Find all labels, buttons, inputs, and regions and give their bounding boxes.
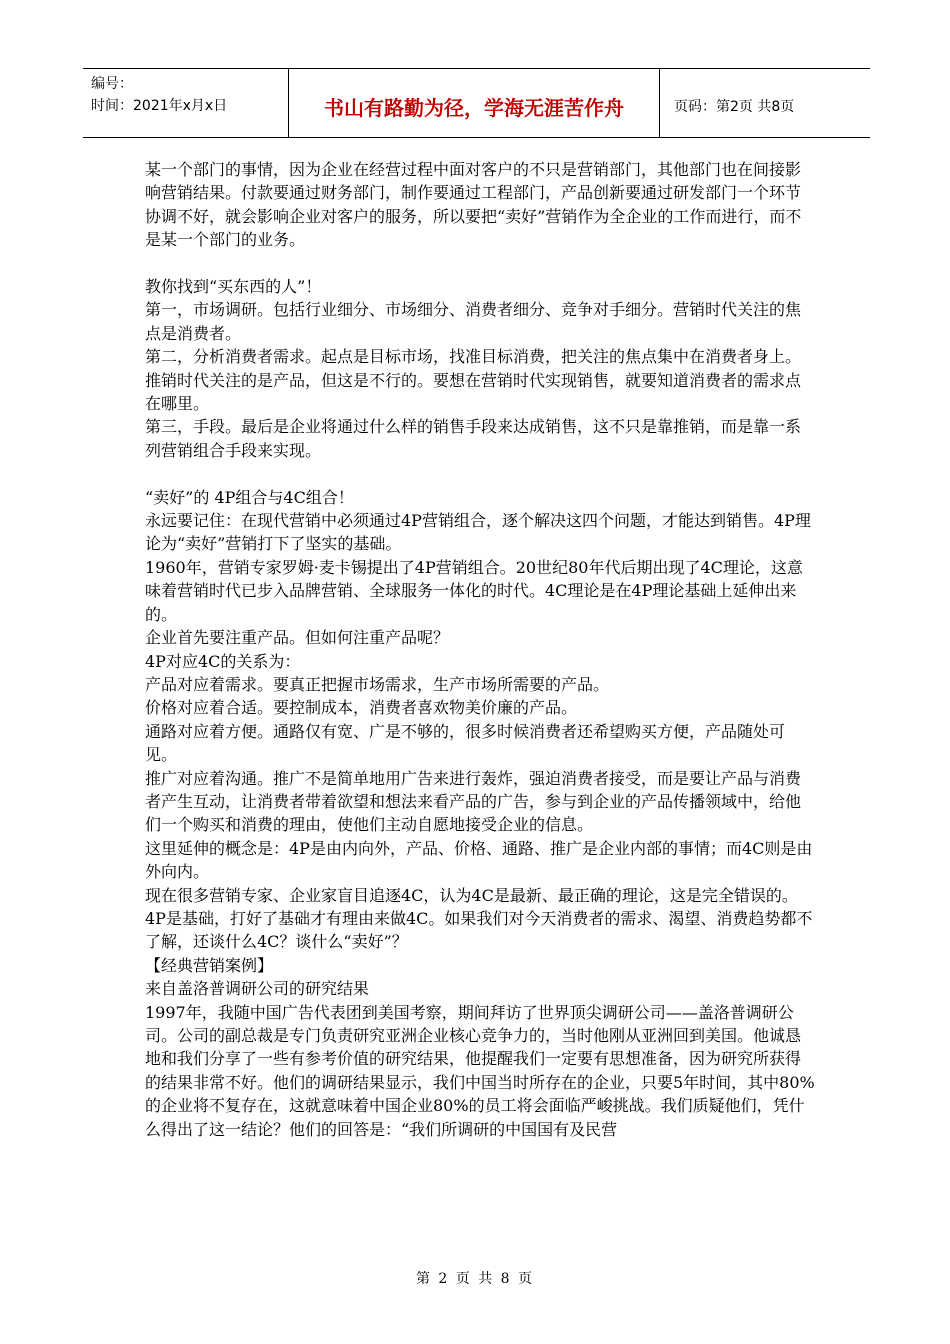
- paragraph: “卖好”的 4P组合与4C组合！: [145, 487, 354, 507]
- date-label: 时间：2021年x月x日: [91, 98, 228, 114]
- paragraph: 产品对应着需求。要真正把握市场需求，生产市场所需要的产品。: [145, 674, 610, 694]
- motto-text: 书山有路勤为径，学海无涯苦作舟: [324, 95, 624, 120]
- page-label: 页码：第2页 共8页: [674, 99, 795, 115]
- paragraph: 【经典营销案例】: [145, 955, 274, 975]
- paragraph: 某一个部门的事情，因为企业在经营过程中面对客户的不只是营销部门，其他部门也在间接影响营销结果。付款要通过财务部门，制作要通过工程部门，产品创新要通过研发部门一个环节协调不好，就会影响企业对客户的服务，所以要把“卖好”营销作为全企业的工作而进行，而不是某一个部门的业务。: [145, 160, 802, 250]
- paragraph: 价格对应着合适。要控制成本，消费者喜欢物美价廉的产品。: [145, 698, 578, 718]
- paragraph: 企业首先要注重产品。但如何注重产品呢？: [145, 628, 450, 648]
- paragraph: 永远要记住：在现代营销中必须通过4P营销组合，逐个解决这四个问题，才能达到销售。4P理论为“卖好”营销打下了坚实的基础。: [145, 511, 811, 554]
- paragraph-gap: [145, 462, 815, 485]
- header-page: [660, 69, 870, 137]
- header-info: [83, 69, 289, 137]
- header-motto: [289, 69, 660, 137]
- paragraph: 4P对应4C的关系为：: [145, 651, 301, 671]
- paragraph: 1997年，我随中国广告代表团到美国考察，期间拜访了世界顶尖调研公司——盖洛普调研公司。公司的副总裁是专门负责研究亚洲企业核心竞争力的，当时他刚从亚洲回到美国。他诚恳地和我们分享了一些有参考价值的研究结果，他提醒我们一定要有思想准备，因为研究所获得的结果非常不好。他们的调研结果显示，我们中国当时所存在的企业，只要5年时间，其中80%的企业将不复存在，这就意味着中国企业80%的员工将会面临严峻挑战。我们质疑他们，凭什么得出了这一结论？他们的回答是：“我们所调研的中国国有及民营: [145, 1002, 815, 1139]
- paragraph: 4P是基础，打好了基础才有理由来做4C。如果我们对今天消费者的需求、渴望、消费趋势都不了解，还谈什么4C？谈什么“卖好”？: [145, 908, 813, 952]
- serial-label: 编号：: [91, 76, 133, 92]
- paragraph-gap: [145, 252, 815, 275]
- paragraph: 通路对应着方便。通路仅有宽、广是不够的，很多时候消费者还希望购买方便，产品随处可见。: [145, 721, 786, 765]
- paragraph: 现在很多营销专家、企业家盲目追逐4C，认为4C是最新、最正确的理论，这是完全错误的。: [145, 885, 798, 905]
- paragraph: 推广对应着沟通。推广不是简单地用广告来进行轰炸，强迫消费者接受，而是要让产品与消费者产生互动，让消费者带着欲望和想法来看产品的广告，参与到企业的产品传播领域中，给他们一个购买和消费的理由，使他们主动自愿地接受企业的信息。: [145, 768, 802, 835]
- paragraph: 来自盖洛普调研公司的研究结果: [145, 979, 370, 999]
- paragraph: 教你找到“买东西的人”！: [145, 277, 322, 297]
- paragraph: 这里延伸的概念是：4P是由内向外，产品、价格、通路、推广是企业内部的事情；而4C则是由外向内。: [145, 838, 813, 882]
- paragraph: 第一，市场调研。包括行业细分、市场细分、消费者细分、竞争对手细分。营销时代关注的焦点是消费者。: [145, 300, 802, 343]
- page-header: [83, 68, 870, 138]
- paragraph: 第二，分析消费者需求。起点是目标市场，找准目标消费，把关注的焦点集中在消费者身上。推销时代关注的是产品，但这是不行的。要想在营销时代实现销售，就要知道消费者的需求点在哪里。: [145, 347, 802, 414]
- paragraph: 1960年，营销专家罗姆·麦卡锡提出了4P营销组合。20世纪80年代后期出现了4C理论，这意味着营销时代已步入品牌营销、全球服务一体化的时代。4C理论是在4P理论基础上延伸出来的。: [145, 557, 803, 624]
- paragraph: 第三，手段。最后是企业将通过什么样的销售手段来达成销售，这不只是靠推销，而是靠一系列营销组合手段来实现。: [145, 417, 802, 460]
- document-body: [145, 158, 815, 1141]
- page-footer: 第 2 页 共 8 页: [415, 1271, 535, 1287]
